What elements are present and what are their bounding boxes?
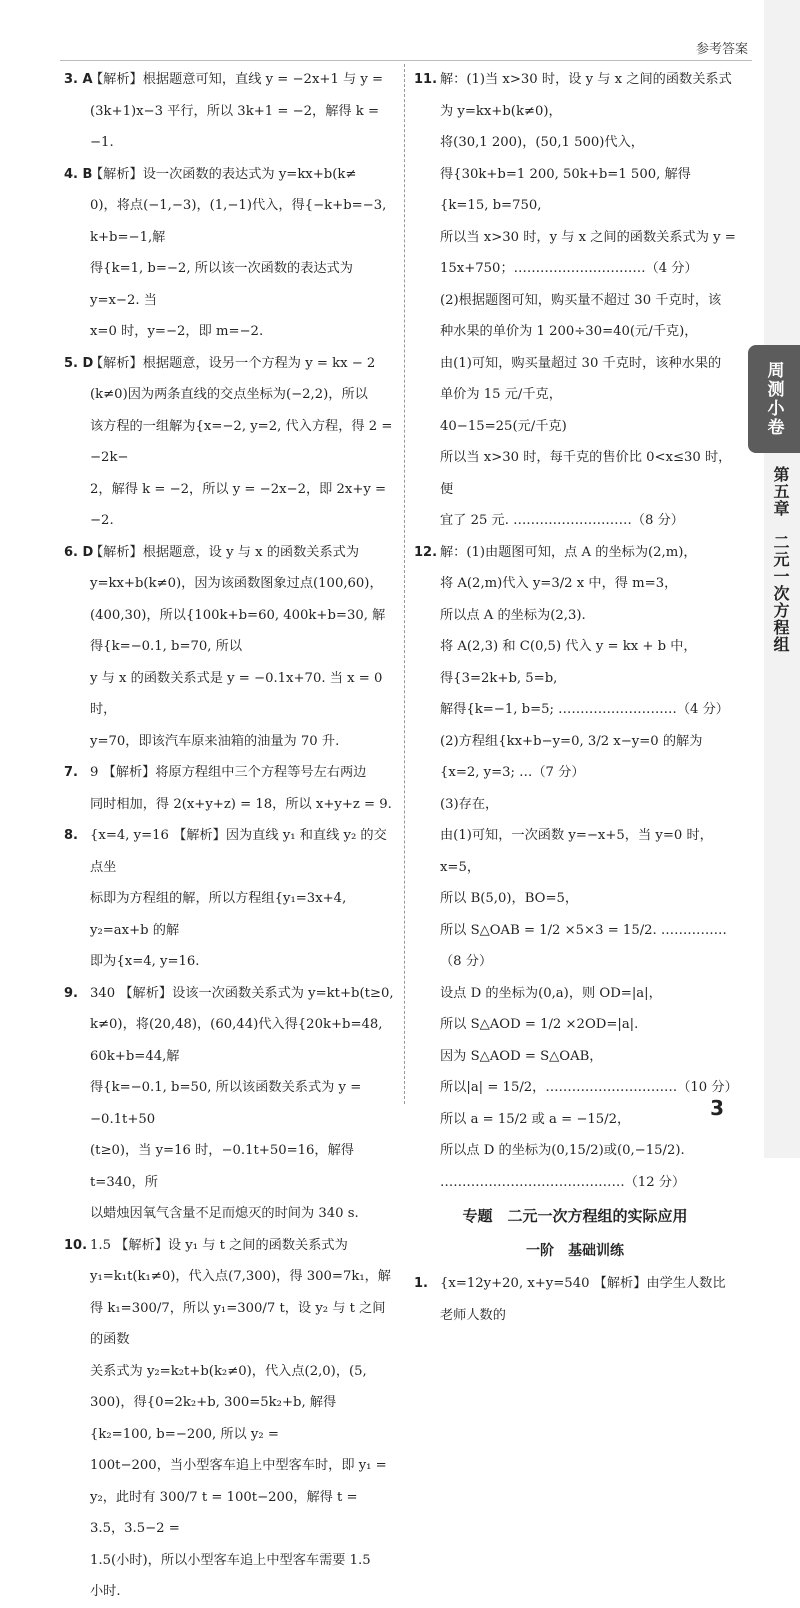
question-number: 8.	[64, 828, 78, 843]
question-item	[64, 159, 394, 348]
question-number: 6. D	[64, 544, 94, 560]
answer-line: 解：(1)由题图可知，点 A 的坐标为(2,m)，	[440, 544, 697, 560]
answer-line: 标即为方程组的解，所以方程组{y₁=3x+4, y₂=ax+b 的解	[90, 891, 347, 938]
answer-line: 所以 S△AOD = 1/2 ×2OD=|a|.	[440, 1017, 639, 1032]
answer-line: (400,30)，所以{100k+b=60, 400k+b=30, 解得{k=−0.1, b=70, 所以	[90, 607, 386, 654]
answer-line: 解：(1)当 x>30 时，设 y 与 x 之间的函数关系式	[440, 72, 732, 87]
answer-line: k≠0)，将(20,48)，(60,44)代入得{20k+b=48, 60k+b=44,解	[90, 1017, 383, 1064]
answer-line: 100t−200，当小型客车追上中型客车时，即 y₁ =	[90, 1458, 387, 1473]
answer-line: 所以点 A 的坐标为(2,3).	[440, 607, 586, 623]
answer-line: 小时.	[90, 1584, 121, 1599]
answer-line: y=kx+b(k≠0)，因为该函数图象过点(100,60)，	[90, 576, 383, 591]
answer-line: 1.5 【解析】设 y₁ 与 t 之间的函数关系式为	[90, 1237, 348, 1253]
question-item	[64, 820, 394, 978]
answer-line: 将 A(2,3) 和 C(0,5) 代入 y = kx + b 中，	[440, 639, 697, 654]
answer-line: y₂，此时有 300/7 t = 100t−200，解得 t = 3.5，3.5−2 =	[90, 1489, 358, 1536]
question-number: 4. B	[64, 166, 93, 182]
answer-line: (k≠0)因为两条直线的交点坐标为(−2,2)，所以	[90, 387, 368, 402]
answer-line: 40−15=25(元/千克)	[440, 418, 567, 434]
answer-line: 1.5(小时)，所以小型客车追上中型客车需要 1.5	[90, 1552, 371, 1568]
answer-line: 所以当 x>30 时，y 与 x 之间的函数关系式为 y =	[440, 229, 736, 245]
question-item	[64, 537, 394, 758]
answer-line: x=0 时，y=−2，即 m=−2.	[90, 324, 264, 339]
answer-line: 所以|a| = 15/2，…………………………（10 分）	[440, 1080, 738, 1095]
answer-line: 所以 B(5,0)，BO=5，	[440, 891, 579, 906]
chapter-label: 第五章 二元一次方程组	[771, 466, 790, 653]
answer-line: 所以当 x>30 时，每千克的售价比 0<x≤30 时，便	[440, 450, 732, 497]
question-number: 9.	[64, 985, 78, 1001]
question-number: 11.	[414, 72, 438, 87]
answer-line: 得{k=1, b=−2, 所以该一次函数的表达式为 y=x−2. 当	[90, 261, 353, 308]
answer-line: 9 【解析】将原方程组中三个方程等号左右两边	[90, 765, 367, 780]
answer-line: 该方程的一组解为{x=−2, y=2, 代入方程，得 2 = −2k−	[90, 418, 393, 465]
answer-line: 2，解得 k = −2，所以 y = −2x−2，即 2x+y = −2.	[90, 481, 387, 528]
question-item	[64, 348, 394, 537]
question-number: 7.	[64, 765, 78, 780]
answer-line: 种水果的单价为 1 200÷30=40(元/千克)，	[440, 324, 698, 339]
answer-line: 以蜡烛因氧气含量不足而熄灭的时间为 340 s.	[90, 1206, 359, 1221]
answer-line: (2)根据题图可知，购买量不超过 30 千克时，该	[440, 292, 722, 308]
question-item	[64, 64, 394, 159]
answer-line: 因为 S△AOD = S△OAB，	[440, 1048, 603, 1064]
question-number: 10.	[64, 1237, 88, 1253]
answer-line: 将(30,1 200)，(50,1 500)代入，	[440, 135, 644, 150]
answer-line: 由(1)可知，一次函数 y=−x+5，当 y=0 时，x=5，	[440, 828, 713, 875]
answer-line: (3k+1)x−3 平行，所以 3k+1 = −2，解得 k = −1.	[90, 103, 379, 150]
answer-line: 将 A(2,m)代入 y=3/2 x 中，得 m=3，	[440, 576, 678, 591]
answer-line: 得{3=2k+b, 5=b,	[440, 670, 558, 686]
answer-line: 为 y=kx+b(k≠0)，	[440, 103, 562, 119]
answer-line: 【解析】根据题意可知，直线 y = −2x+1 与 y =	[90, 72, 384, 87]
question-item	[414, 537, 736, 1199]
answer-line: 340 【解析】设该一次函数关系式为 y=kt+b(t≥0,	[90, 985, 394, 1001]
answer-line: 所以点 D 的坐标为(0,15/2)或(0,−15/2).	[440, 1143, 685, 1158]
page-number: 3	[710, 1096, 724, 1120]
answer-line: 单价为 15 元/千克，	[440, 387, 562, 402]
answer-line: 所以 S△OAB = 1/2 ×5×3 = 15/2. ……………（8 分）	[440, 922, 727, 969]
answer-line: y 与 x 的函数关系式是 y = −0.1x+70. 当 x = 0 时，	[90, 670, 383, 717]
answer-line: 由(1)可知，购买量超过 30 千克时，该种水果的	[440, 355, 722, 371]
answer-line: 设点 D 的坐标为(0,a)，则 OD=|a|，	[440, 985, 662, 1001]
answer-line: 【解析】设一次函数的表达式为 y=kx+b(k≠	[90, 166, 357, 182]
answer-line: {x=12y+20, x+y=540 【解析】由学生人数比老师人数的	[440, 1276, 726, 1323]
answer-line: (t≥0)，当 y=16 时，−0.1t+50=16，解得 t=340，所	[90, 1143, 354, 1190]
answer-line: 宜了 25 元. ………………………（8 分）	[440, 513, 684, 528]
answer-line: 即为{x=4, y=16.	[90, 954, 200, 969]
question-number: 12.	[414, 544, 438, 560]
section-title: 专题 二元一次方程组的实际应用	[462, 1207, 688, 1225]
answer-line: 同时相加，得 2(x+y+z) = 18，所以 x+y+z = 9.	[90, 796, 392, 812]
side-tab[interactable]: 周测小卷	[748, 345, 800, 453]
answer-line: ……………………………………（12 分）	[440, 1174, 686, 1190]
question-number: 5. D	[64, 355, 94, 371]
section-subtitle: 一阶 基础训练	[526, 1243, 624, 1259]
answer-line: {x=4, y=16 【解析】因为直线 y₁ 和直线 y₂ 的交点坐	[90, 828, 387, 875]
answer-line: 得 k₁=300/7，所以 y₁=300/7 t，设 y₂ 与 t 之间的函数	[90, 1300, 386, 1347]
question-item	[64, 757, 394, 820]
header-rule	[60, 60, 752, 61]
right-column	[414, 64, 736, 1331]
question-item	[64, 1230, 394, 1608]
answer-line: 关系式为 y₂=k₂t+b(k₂≠0)，代入点(2,0)，(5,	[90, 1363, 367, 1379]
question-item	[414, 64, 736, 537]
left-column	[64, 64, 394, 1608]
answer-line: y=70，即该汽车原来油箱的油量为 70 升.	[90, 733, 340, 749]
answer-line: 得{30k+b=1 200, 50k+b=1 500, 解得{k=15, b=750,	[440, 166, 691, 213]
answer-line: 300)，得{0=2k₂+b, 300=5k₂+b, 解得{k₂=100, b=−200, 所以 y₂ =	[90, 1395, 337, 1442]
answer-line: y₁=k₁t(k₁≠0)，代入点(7,300)，得 300=7k₁，解	[90, 1269, 391, 1284]
question-number: 1.	[414, 1276, 428, 1291]
question-number: 3. A	[64, 72, 93, 87]
header-title: 参考答案	[695, 42, 748, 57]
column-divider	[404, 64, 406, 1104]
answer-line: 0)，将点(−1,−3)，(1,−1)代入，得{−k+b=−3, k+b=−1,解	[90, 198, 387, 245]
question-item	[64, 978, 394, 1230]
answer-line: (2)方程组{kx+b−y=0, 3/2 x−y=0 的解为{x=2, y=3; …（7 分）	[440, 733, 703, 780]
answer-line: 所以 a = 15/2 或 a = −15/2，	[440, 1111, 631, 1127]
question-item	[414, 1268, 736, 1331]
answer-line: 15x+750；…………………………（4 分）	[440, 261, 698, 276]
answer-line: 【解析】根据题意，设 y 与 x 的函数关系式为	[90, 544, 360, 560]
answer-line: 解得{k=−1, b=5; ………………………（4 分）	[440, 702, 729, 717]
answer-line: 得{k=−0.1, b=50, 所以该函数关系式为 y = −0.1t+50	[90, 1080, 362, 1127]
answer-line: (3)存在，	[440, 796, 499, 812]
answer-line: 【解析】根据题意，设另一个方程为 y = kx − 2	[90, 355, 376, 371]
